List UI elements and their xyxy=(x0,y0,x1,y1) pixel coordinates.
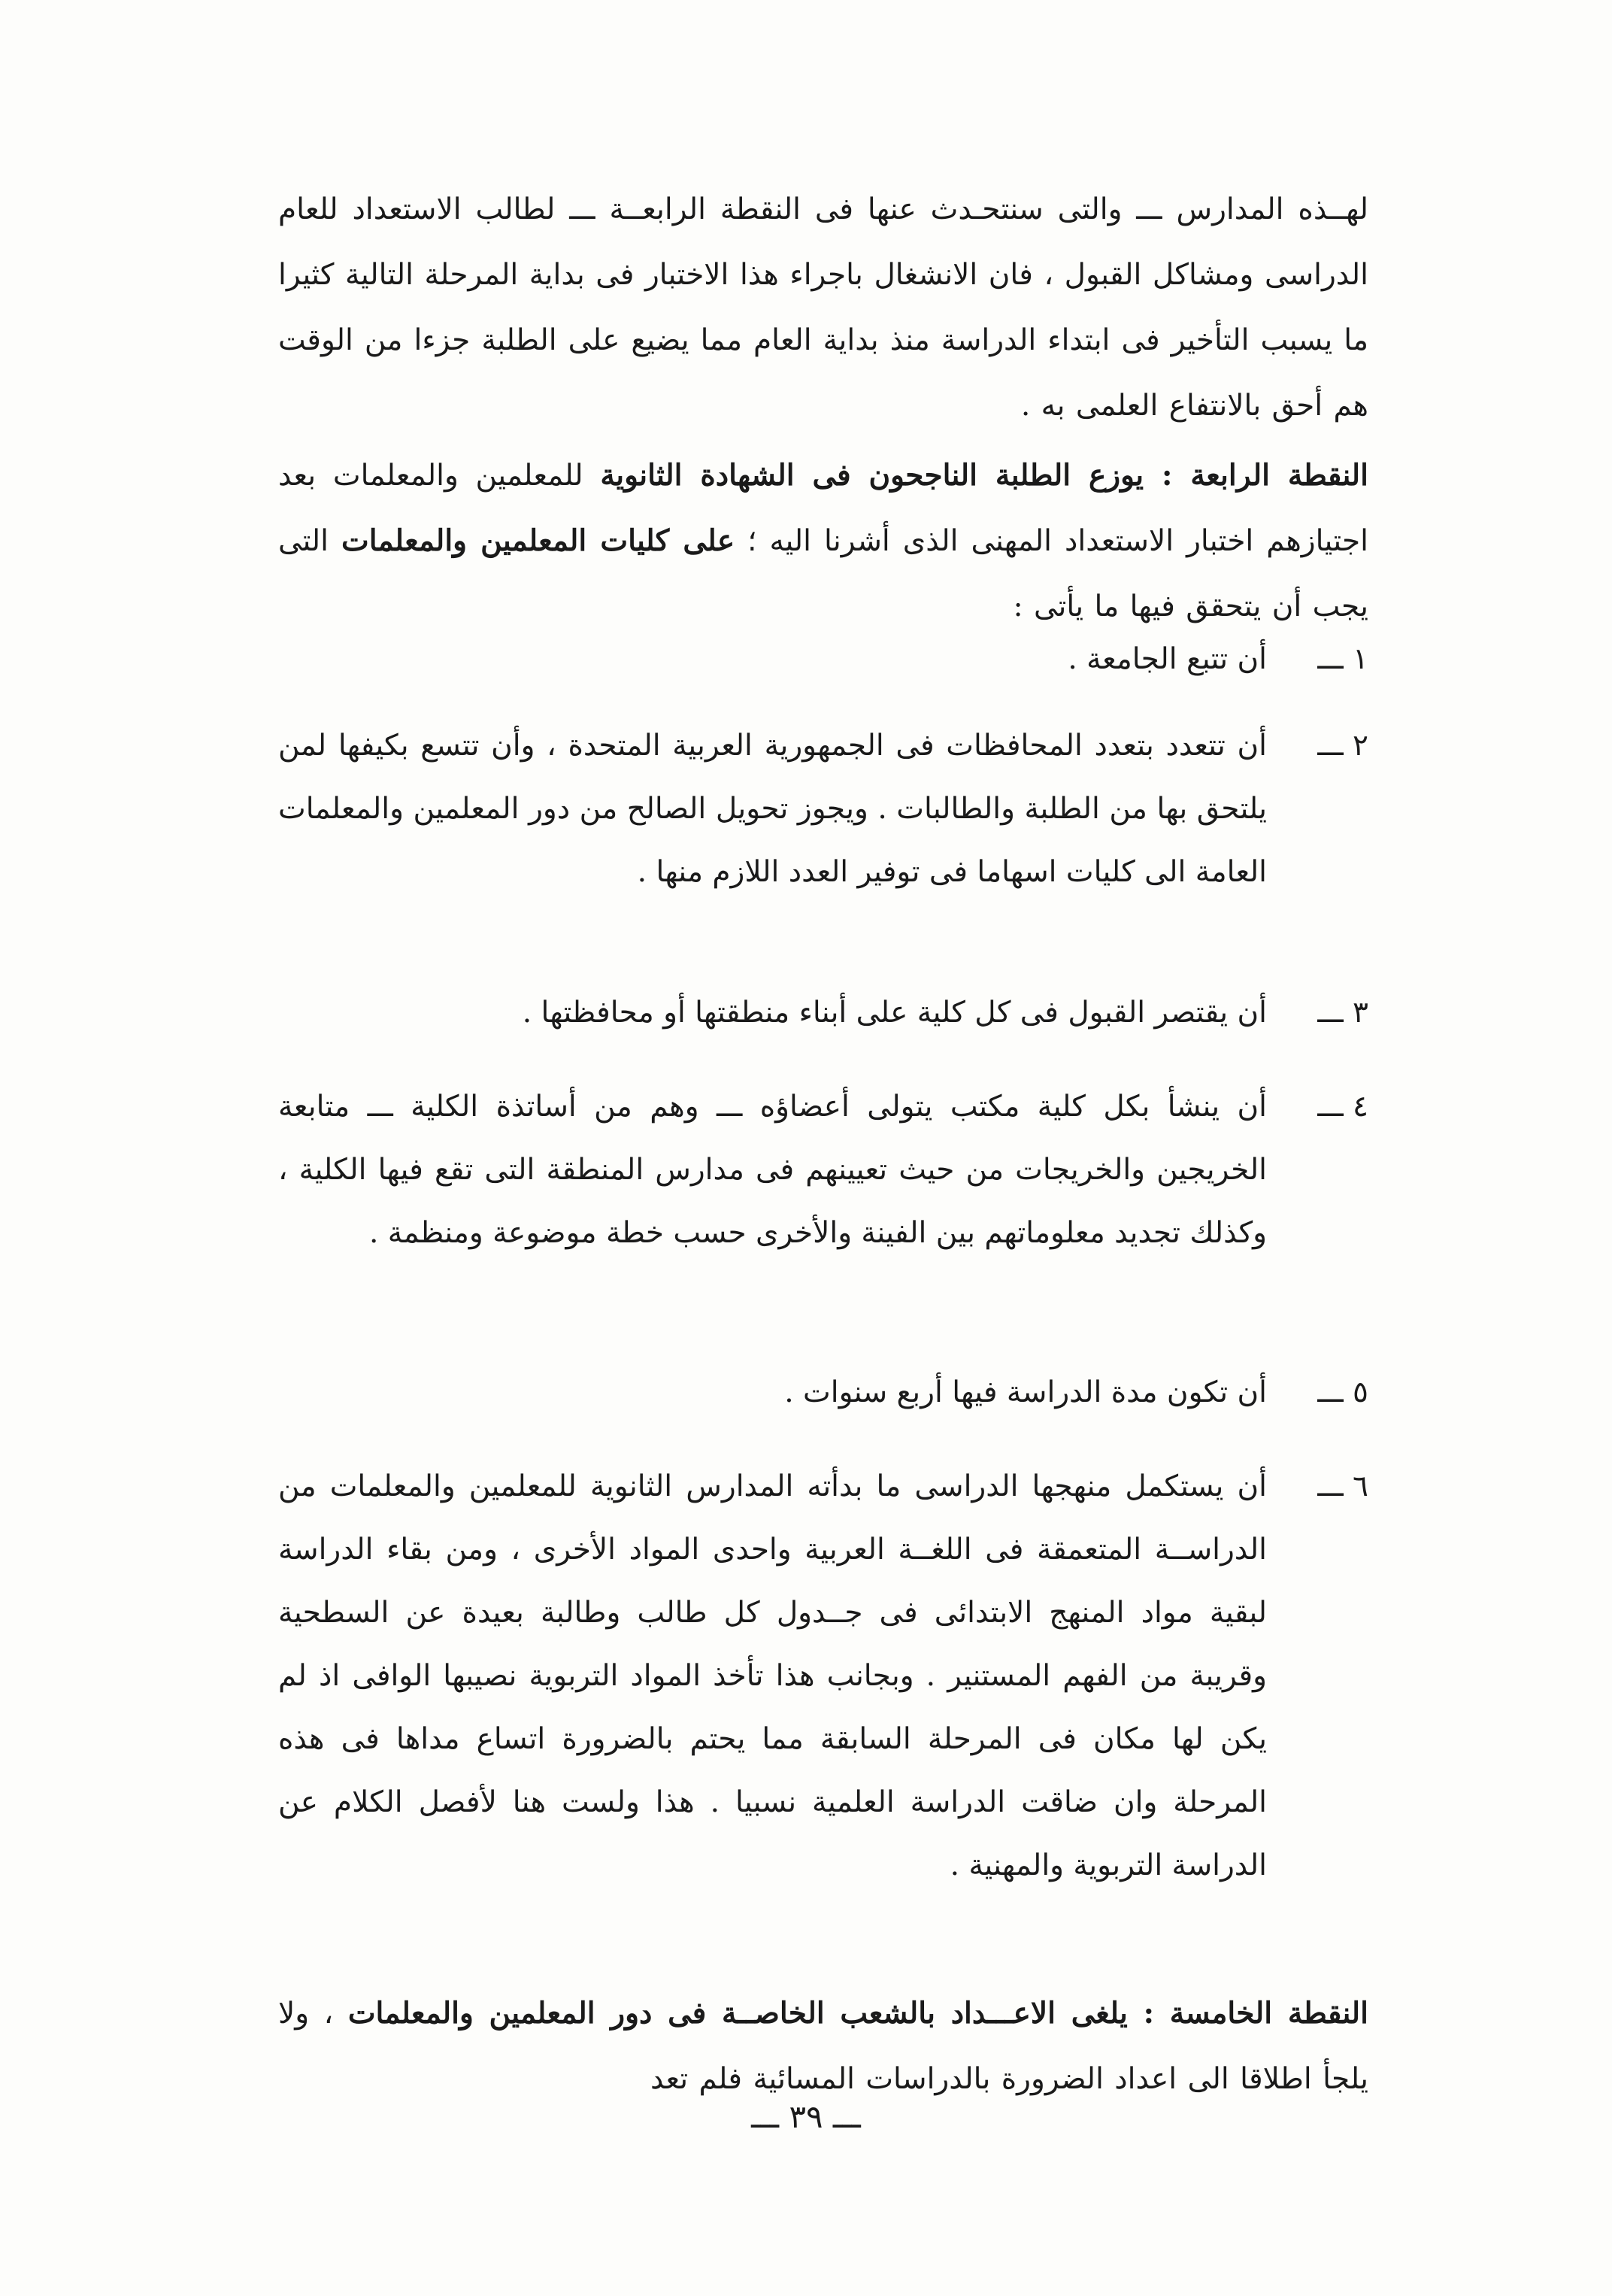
point-four-tail: التى يجب أن يتحقق فيها ما يأتى : xyxy=(278,524,1368,623)
list-item-number: ٢ ـــ xyxy=(1317,729,1368,763)
conditions-list xyxy=(278,0,1368,2296)
list-item-number: ٦ ـــ xyxy=(1317,1470,1368,1503)
paragraph-point-five xyxy=(278,1981,1368,2112)
page-number: ـــ ٣٩ ـــ xyxy=(751,2098,861,2135)
list-item-text: أن يستكمل منهجها الدراسى ما بدأته المدارس الثانوية للمعلمين والمعلمات من الدراســة المتعمقة فى اللغــة العربية واحدى المواد الأخرى ، ومن بقاء الدراسة لبقية مواد المنهج الابتدائى فى جــدول كل طالب وطالبة بعيدة عن السطحية وقريبة من الفهم المستنير . وبجانب هذا تأخذ المواد التربوية نصيبها الوافى اذ لم يكن لها مكان فى المرحلة السابقة مما يحتم بالضرورة اتساع مداها فى هذه المرحلة وان ضاقت الدراسة العلمية نسبيا . هذا ولست هنا لأفصل الكلام عن الدراسة التربوية والمهنية . xyxy=(278,1470,1267,1882)
list-item-text: أن ينشأ بكل كلية مكتب يتولى أعضاؤه ـــ وهم من أساتذة الكلية ـــ متابعة الخريجين والخريجات من حيث تعيينهم فى مدارس المنطقة التى تقع فيها الكلية ، وكذلك تجديد معلوماتهم بين الفينة والأخرى حسب خطة موضوعة ومنظمة . xyxy=(278,1090,1267,1250)
point-four-heading: النقطة الرابعة : يوزع الطلبة الناجحون فى الشهادة الثانوية xyxy=(600,458,1368,493)
point-five-text: ، ولا يلجأ اطلاقا الى اعداد الضرورة بالدراسات المسائية فلم تعد xyxy=(278,1997,1368,2096)
list-item-number: ٣ ـــ xyxy=(1317,996,1368,1030)
list-item xyxy=(278,714,1368,904)
paragraph-intro: لهــذه المدارس ـــ والتى سنتحـدث عنها فى النقطة الرابعــة ـــ لطالب الاستعداد للعام الدراسى ومشاكل القبول ، فان الانشغال باجراء هذا الاختبار فى بداية المرحلة التالية كثيرا ما يسبب التأخير فى ابتداء الدراسة منذ بداية العام مما يضيع على الطلبة جزءا من الوقت هم أحق بالانتفاع العلمى به . xyxy=(278,193,1368,423)
list-item-text: أن تكون مدة الدراسة فيها أربع سنوات . xyxy=(784,1375,1267,1409)
list-item-number: ٤ ـــ xyxy=(1317,1090,1368,1124)
list-item-text: أن تتبع الجامعة . xyxy=(1068,642,1267,676)
list-item xyxy=(278,1361,1368,1424)
list-item xyxy=(278,981,1368,1045)
point-four-colleges: على كليات المعلمين والمعلمات xyxy=(341,523,735,558)
list-item xyxy=(278,628,1368,691)
list-item xyxy=(278,1075,1368,1265)
point-four-text: للمعلمين والمعلمات بعد اجتيازهم اختبار الاستعداد المهنى الذى أشرنا اليه ؛ xyxy=(278,459,1369,558)
point-five-heading: النقطة الخامسة : يلغى الاعـــداد بالشعب الخاصــة فى دور المعلمين والمعلمات xyxy=(347,1996,1368,2031)
list-item-number: ١ ـــ xyxy=(1317,642,1368,676)
list-item xyxy=(278,1455,1368,1897)
list-item-number: ٥ ـــ xyxy=(1317,1375,1368,1409)
list-item-text: أن يقتصر القبول فى كل كلية على أبناء منطقتها أو محافظتها . xyxy=(522,996,1267,1030)
list-item-text: أن تتعدد بتعدد المحافظات فى الجمهورية العربية المتحدة ، وأن تتسع بكيفها لمن يلتحق بها من الطلبة والطالبات . ويجوز تحويل الصالح من دور المعلمين والمعلمات العامة الى كليات اسهاما فى توفير العدد اللازم منها . xyxy=(278,729,1267,889)
